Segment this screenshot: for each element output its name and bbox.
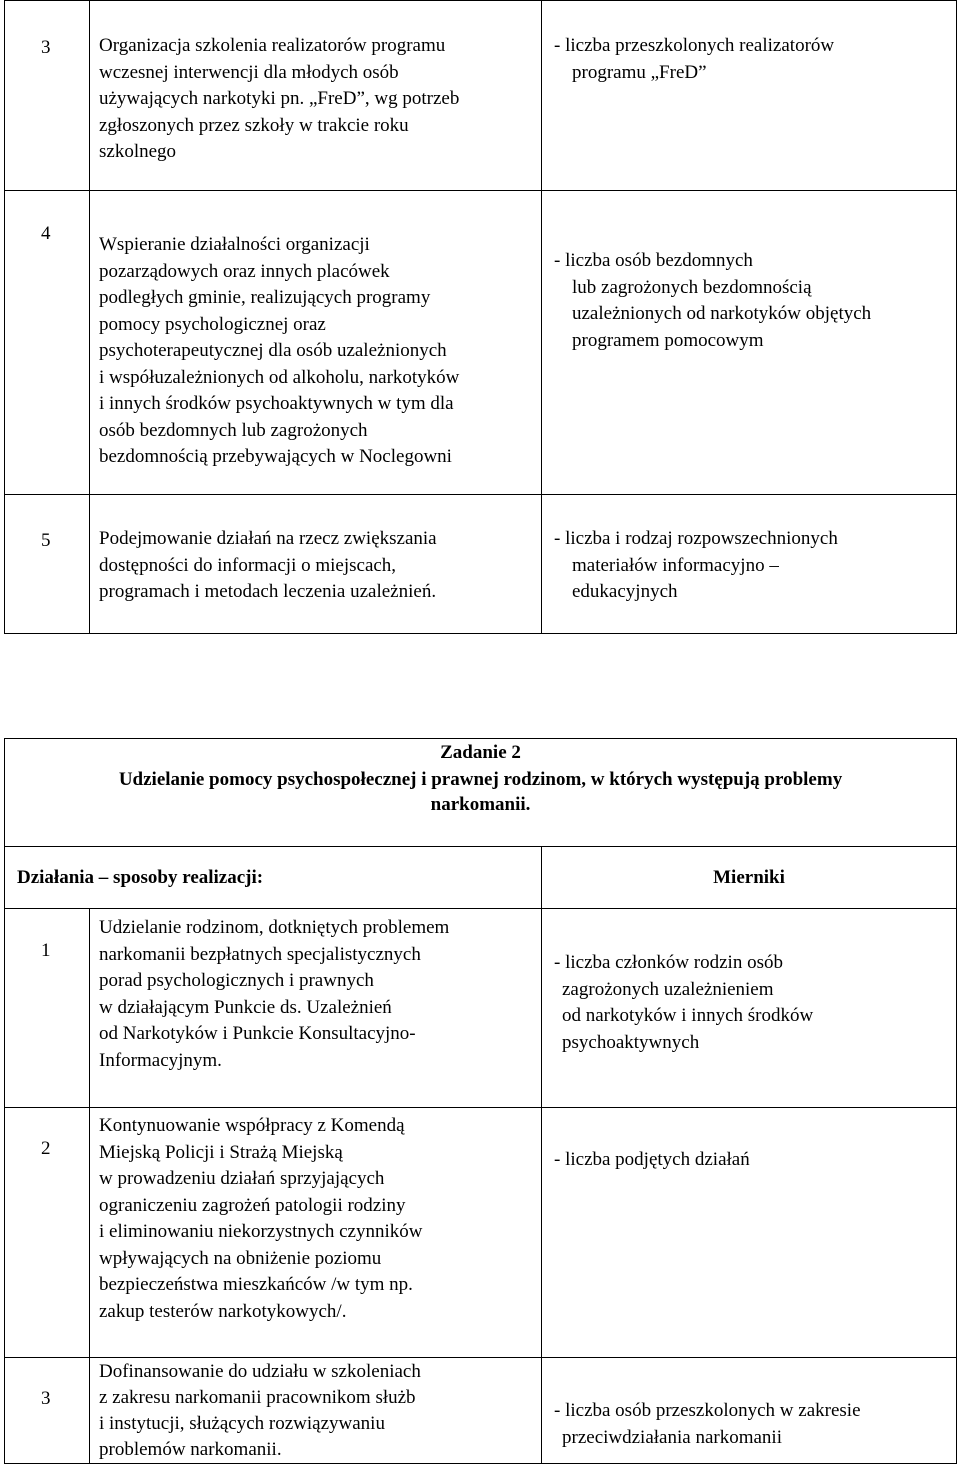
- task-header-cell: [5, 739, 957, 847]
- measure-text: - liczba członków rodzin osób zagrożonych uzależnieniem od narkotyków i innych środków psychoaktywnych: [554, 952, 814, 1053]
- header-actions-cell: [5, 847, 542, 909]
- action-cell: [90, 1, 542, 191]
- action-cell: [90, 495, 542, 634]
- measure-text: - liczba osób bezdomnych lub zagrożonych bezdomnością uzależnionych od narkotyków objętych programem pomocowym: [554, 250, 872, 351]
- action-cell: [90, 1358, 542, 1464]
- column-header-row: [5, 847, 957, 909]
- task-2-table: [4, 738, 957, 1464]
- row-number: 3: [41, 37, 51, 58]
- measure-cell: [542, 495, 957, 634]
- row-number-cell: [5, 495, 90, 634]
- measure-cell: [542, 1108, 957, 1358]
- row-number-cell: [5, 1, 90, 191]
- row-number: 5: [41, 530, 51, 551]
- action-cell: [90, 909, 542, 1108]
- measure-text: - liczba podjętych działań: [554, 1149, 750, 1170]
- action-text: Wspieranie działalności organizacji pozarządowych oraz innych placówek podległych gminie, realizujących programy pomocy psychologicznej oraz psychoterapeutycznej dla osób uzależnionych i współuzależnionych od alkoholu, narkotyków i innych środków psychoaktywnych w tym dla osób bezdomnych lub zagrożonych bezdomnością przebywających w Noclegowni: [99, 234, 460, 467]
- action-text: Dofinansowanie do udziału w szkoleniach z zakresu narkomanii pracownikom służb i instytucji, służących rozwiązywaniu problemów narkomanii.: [99, 1361, 421, 1460]
- table-row: [5, 1358, 957, 1464]
- measure-text: - liczba i rodzaj rozpowszechnionych materiałów informacyjno – edukacyjnych: [554, 528, 838, 602]
- table-row: [5, 495, 957, 634]
- action-cell: [90, 1108, 542, 1358]
- row-number-cell: [5, 1108, 90, 1358]
- measure-cell: [542, 1, 957, 191]
- measure-text: - liczba przeszkolonych realizatorów programu „FreD”: [554, 35, 835, 83]
- measure-cell: [542, 909, 957, 1108]
- row-number: 1: [41, 940, 51, 961]
- table-row: [5, 191, 957, 495]
- header-measures-cell: [542, 847, 957, 909]
- row-number: 4: [41, 223, 51, 244]
- measure-cell: [542, 1358, 957, 1464]
- row-number-cell: [5, 191, 90, 495]
- row-number-cell: [5, 909, 90, 1108]
- table-row: [5, 1108, 957, 1358]
- action-text: Podejmowanie działań na rzecz zwiększania dostępności do informacji o miejscach, programach i metodach leczenia uzależnień.: [99, 528, 437, 602]
- action-text: Kontynuowanie współpracy z Komendą Miejską Policji i Strażą Miejską w prowadzeniu działań sprzyjających ograniczeniu zagrożeń patologii rodziny i eliminowaniu niekorzystnych czynników wpływających na obniżenie poziomu bezpieczeństwa mieszkańców /w tym np. zakup testerów narkotykowych/.: [99, 1115, 423, 1322]
- row-number-cell: [5, 1358, 90, 1464]
- activities-table-1: [4, 0, 957, 634]
- row-number: 3: [41, 1388, 51, 1409]
- measure-cell: [542, 191, 957, 495]
- action-cell: [90, 191, 542, 495]
- task-header-row: [5, 739, 957, 847]
- task-title: Zadanie 2: [440, 742, 521, 763]
- table-row: [5, 1, 957, 191]
- task-subtitle: Udzielanie pomocy psychospołecznej i prawnej rodzinom, w których występują problemy narkomanii.: [118, 768, 843, 815]
- action-text: Organizacja szkolenia realizatorów programu wczesnej interwencji dla młodych osób używających narkotyki pn. „FreD”, wg potrzeb zgłoszonych przez szkoły w trakcie roku szkolnego: [99, 35, 460, 162]
- table-row: [5, 909, 957, 1108]
- header-measures: Mierniki: [713, 867, 785, 888]
- measure-text: - liczba osób przeszkolonych w zakresie przeciwdziałania narkomanii: [554, 1400, 861, 1448]
- row-number: 2: [41, 1138, 51, 1159]
- action-text: Udzielanie rodzinom, dotkniętych problemem narkomanii bezpłatnych specjalistycznych porad psychologicznych i prawnych w działającym Punkcie ds. Uzależnień od Narkotyków i Punkcie Konsultacyjno- Informacyjnym.: [99, 917, 450, 1071]
- header-actions: Działania – sposoby realizacji:: [17, 867, 264, 888]
